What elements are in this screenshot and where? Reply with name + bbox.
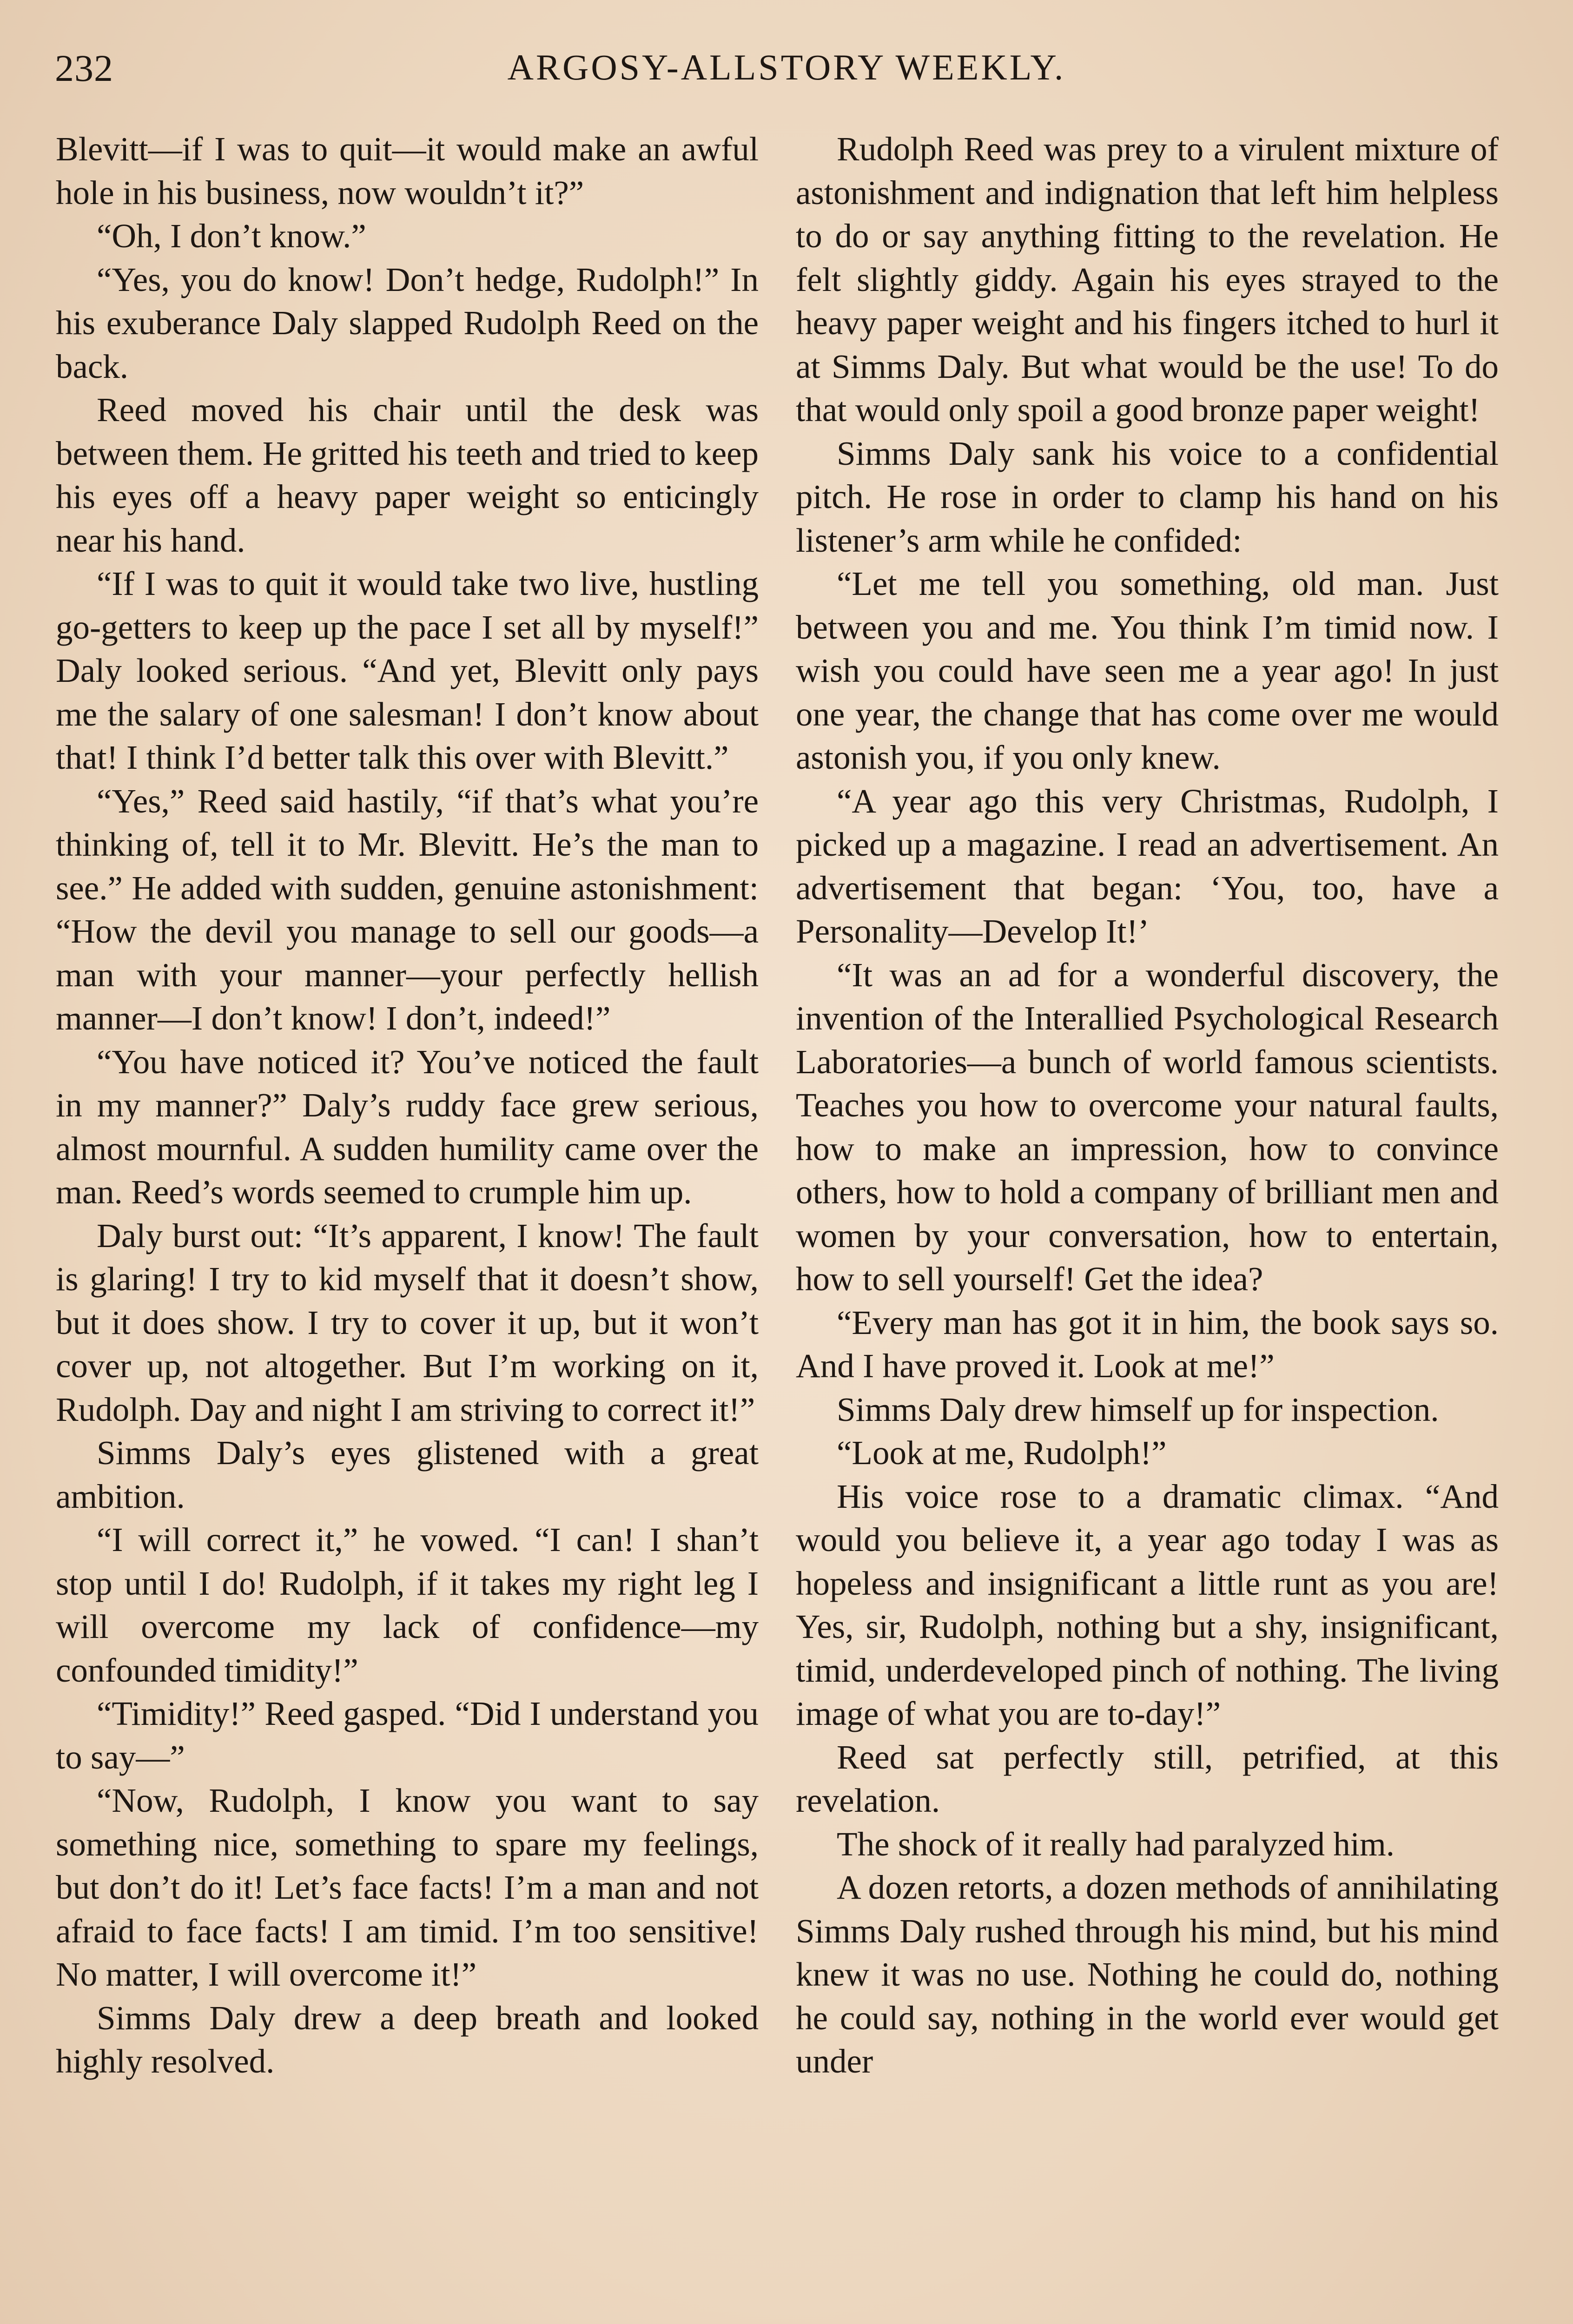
paragraph: “A year ago this very Christmas, Rudolph, I picked up a magazine. I read an advertisement. An advertisement that began: ‘You, too, have a Personality—Develop It!’ [796,782,1499,950]
paragraph: Simms Daly drew himself up for inspection. [837,1390,1439,1428]
paragraph: “Yes, you do know! Don’t hedge, Rudolph!” In his exuberance Daly slapped Rudolph Reed on the back. [56,260,759,385]
paragraph: His voice rose to a dramatic climax. “And would you believe it, a year ago today I was as hopeless and insignificant a little runt as you are! Yes, sir, Rudolph, nothing but a shy, insignificant, timid, underdeveloped pinch of nothing. The living image of what you are to-day!” [796,1477,1499,1732]
paragraph: Blevitt—if I was to quit—it would make an awful hole in his business, now wouldn’t it?” [56,130,759,211]
paragraph: Reed moved his chair until the desk was between them. He gritted his teeth and tried to keep his eyes off a heavy paper weight so enticingly near his hand. [56,391,759,559]
left-column [56,127,759,2083]
page-header [55,46,1518,102]
paragraph: “If I was to quit it would take two live, hustling go-getters to keep up the pace I set all by myself!” Daly looked serious. “And yet, Blevitt only pays me the salary of one salesman! I don’t know about that! I think I’d better talk this over with Blevitt.” [56,565,759,776]
right-column [796,127,1499,2083]
paragraph: Rudolph Reed was prey to a virulent mixture of astonishment and indignation that left him helpless to do or say anything fitting to the revelation. He felt slightly giddy. Again his eyes strayed to the heavy paper weight and his fingers itched to hurl it at Simms Daly. But what would be the use! To do that would only spoil a good bronze paper weight! [796,130,1499,429]
paragraph: “Now, Rudolph, I know you want to say something nice, something to spare my feelings, but don’t do it! Let’s face facts! I’m a man and not afraid to face facts! I am timid. I’m too sensitive! No matter, I will overcome it!” [56,1782,759,1993]
paragraph: “You have noticed it? You’ve noticed the fault in my manner?” Daly’s ruddy face grew serious, almost mournful. A sudden humility came over the man. Reed’s words seemed to crumple him up. [56,1043,759,1211]
paragraph: Simms Daly sank his voice to a confidential pitch. He rose in order to clamp his hand on his listener’s arm while he confided: [796,434,1499,559]
paragraph: “Look at me, Rudolph!” [837,1434,1167,1472]
paragraph: Reed sat perfectly still, petrified, at this revelation. [796,1738,1499,1819]
paragraph: “Oh, I don’t know.” [97,217,366,255]
paragraph: “Timidity!” Reed gasped. “Did I understand you to say—” [56,1695,759,1776]
running-head: ARGOSY-ALLSTORY WEEKLY. [507,47,1066,87]
paragraph: The shock of it really had paralyzed him. [837,1825,1395,1863]
paragraph: “Yes,” Reed said hastily, “if that’s what you’re thinking of, tell it to Mr. Blevitt. He’s the man to see.” He added with sudden, genuine astonishment: “How the devil you manage to sell our goods—a man with your manner—your perfectly hellish manner—I don’t know! I don’t, indeed!” [56,782,759,1037]
paragraph: A dozen retorts, a dozen methods of annihilating Simms Daly rushed through his mind, but his mind knew it was no use. Nothing he could do, nothing he could say, nothing in the world ever would get under [796,1868,1499,2080]
paragraph: Simms Daly’s eyes glistened with a great ambition. [56,1434,759,1515]
paragraph: “I will correct it,” he vowed. “I can! I shan’t stop until I do! Rudolph, if it takes my right leg I will overcome my lack of confidence—my confounded timidity!” [56,1521,759,1689]
page-number: 232 [55,47,113,89]
paragraph: Simms Daly drew a deep breath and looked highly resolved. [56,1999,759,2080]
paragraph: Daly burst out: “It’s apparent, I know! The fault is glaring! I try to kid myself that it doesn’t show, but it does show. I try to cover it up, but it won’t cover up, not altogether. But I’m working on it, Rudolph. Day and night I am striving to correct it!” [56,1216,759,1428]
paragraph: “Let me tell you something, old man. Just between you and me. You think I’m timid now. I wish you could have seen me a year ago! In just one year, the change that has come over me would astonish you, if you only knew. [796,565,1499,776]
paragraph: “Every man has got it in him, the book says so. And I have proved it. Look at me!” [796,1303,1499,1385]
paragraph: “It was an ad for a wonderful discovery, the invention of the Interallied Psychological Research Laboratories—a bunch of world famous scientists. Teaches you how to overcome your natural faults, how to make an impression, how to convince others, how to hold a company of brilliant men and women by your conversation, how to entertain, how to sell yourself! Get the idea? [796,956,1499,1298]
